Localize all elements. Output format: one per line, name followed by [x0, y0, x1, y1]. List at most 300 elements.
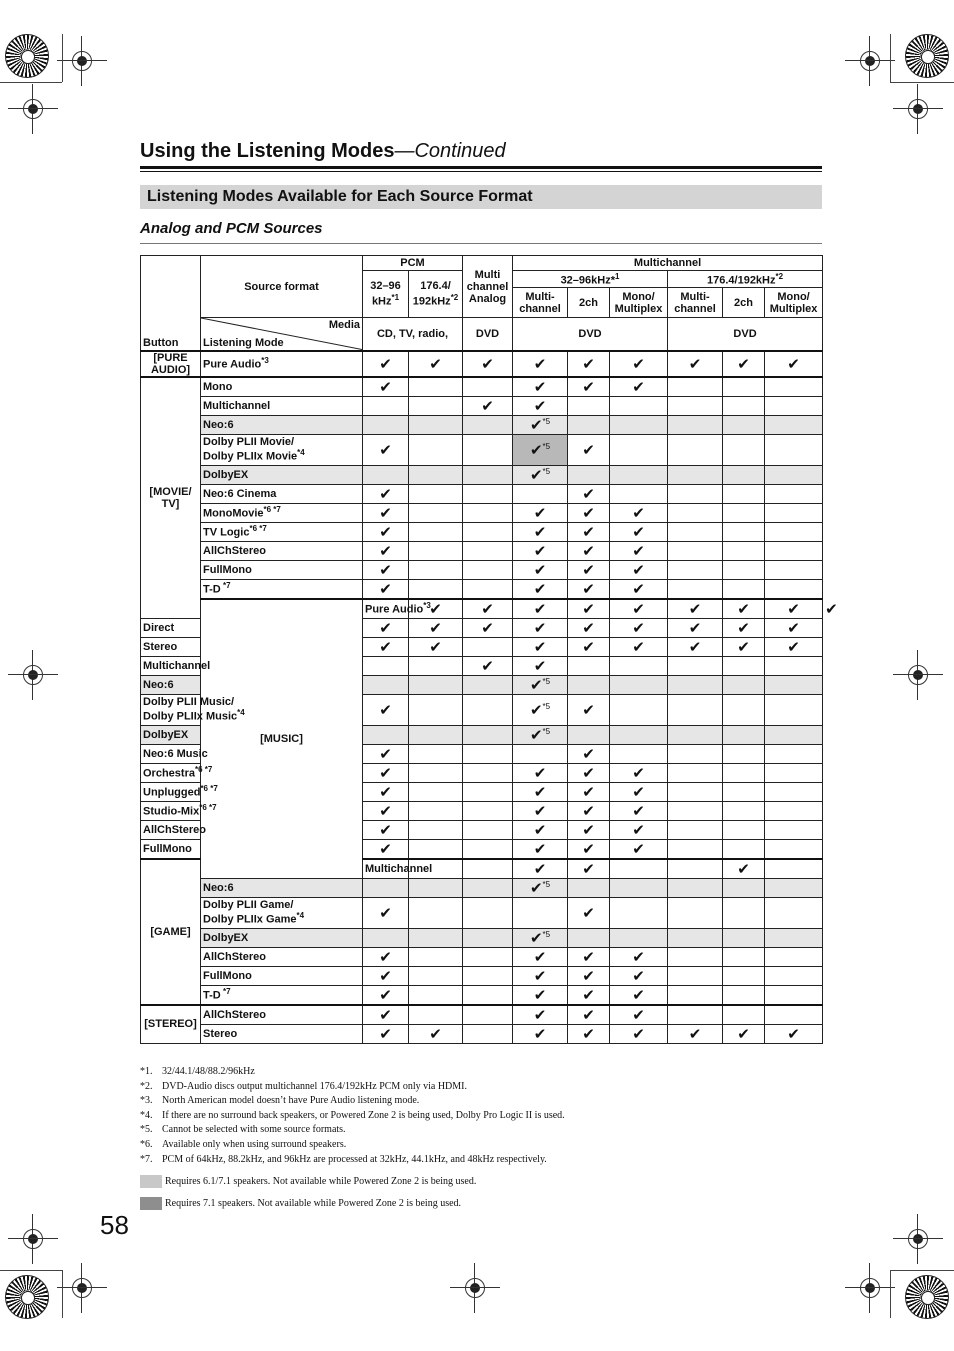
check-mark-icon: ✔	[632, 561, 645, 579]
check-mark-icon: ✔	[533, 802, 547, 820]
table-row	[141, 947, 823, 966]
check-cell	[723, 725, 765, 744]
footnote: *4. If there are no surround back speakers, or Powered Zone 2 is being used, Dolby Pro Logic II is used.	[140, 1109, 565, 1121]
check-mark-icon: ✔	[632, 542, 645, 560]
check-cell	[668, 560, 723, 579]
check-cell	[363, 1005, 409, 1025]
registration-sunburst-top-left	[5, 34, 49, 78]
check-cell	[765, 579, 823, 599]
check-cell	[668, 351, 723, 377]
check-cell	[765, 675, 823, 694]
check-cell	[610, 560, 668, 579]
check-cell	[363, 782, 409, 801]
registration-mark	[905, 96, 931, 122]
check-cell: ✔$^{*5}$	[513, 725, 568, 744]
check-mark-icon: ✔	[379, 904, 392, 922]
check-cell	[765, 351, 823, 377]
check-cell	[668, 656, 723, 675]
listening-mode-cell: DolbyEX	[141, 725, 201, 744]
check-cell	[463, 675, 513, 694]
table-row	[141, 434, 823, 465]
listening-mode-cell: FullMono	[141, 839, 201, 859]
check-cell	[765, 560, 823, 579]
listening-mode-cell: DolbyEX	[201, 928, 363, 947]
check-cell	[610, 599, 668, 619]
check-mark-icon: ✔	[582, 378, 595, 396]
footnote: *7. PCM of 64kHz, 88.2kHz, and 96kHz are processed at 32kHz, 44.1kHz, and 48kHz respectively.	[140, 1153, 547, 1165]
check-cell	[765, 415, 823, 434]
listening-mode-cell: Neo:6	[201, 878, 363, 897]
check-cell	[668, 522, 723, 541]
check-cell	[668, 928, 723, 947]
table-row	[141, 966, 823, 985]
check-cell	[463, 897, 513, 928]
listening-mode-cell: Neo:6	[201, 415, 363, 434]
check-mark-icon: ✔	[429, 1025, 442, 1043]
button-cell: [PURE AUDIO]	[141, 351, 201, 377]
check-cell	[568, 1005, 610, 1025]
check-mark-icon: ✔	[533, 986, 547, 1004]
check-mark-icon: ✔	[379, 840, 392, 858]
check-cell	[610, 465, 668, 484]
check-cell	[409, 1005, 463, 1025]
check-cell	[463, 878, 513, 897]
check-mark-icon: ✔	[737, 1025, 750, 1043]
check-cell	[363, 966, 409, 985]
listening-mode-cell: AllChStereo	[201, 947, 363, 966]
check-cell: ✔$^{*5}$	[513, 434, 568, 465]
check-cell	[463, 579, 513, 599]
listening-mode-label: Listening Mode	[203, 336, 284, 349]
check-mark-icon: ✔	[582, 542, 595, 560]
table-row	[141, 415, 823, 434]
check-cell	[463, 1024, 513, 1043]
check-cell	[668, 396, 723, 415]
check-cell	[610, 503, 668, 522]
check-cell	[610, 1005, 668, 1025]
check-cell	[568, 694, 610, 725]
check-mark-icon: ✔	[379, 378, 392, 396]
registration-mark	[857, 48, 883, 74]
check-mark-icon: ✔	[582, 523, 595, 541]
check-cell	[610, 820, 668, 839]
table-row	[141, 484, 823, 503]
mc-a-2ch-header: 2ch	[568, 288, 610, 318]
mc-a-mono-header: Mono/ Multiplex	[610, 288, 668, 318]
check-cell	[513, 560, 568, 579]
check-cell	[765, 434, 823, 465]
check-cell	[409, 694, 463, 725]
check-cell	[568, 985, 610, 1005]
check-cell	[610, 966, 668, 985]
mc-b-multichannel-header: Multi- channel	[668, 288, 723, 318]
check-mark-icon: ✔	[481, 657, 494, 675]
check-cell	[668, 675, 723, 694]
check-mark-icon: ✔	[533, 1025, 547, 1043]
check-cell	[409, 377, 463, 397]
check-cell	[409, 396, 463, 415]
check-cell	[668, 1005, 723, 1025]
check-mark-icon: ✔	[632, 600, 645, 618]
check-cell	[723, 839, 765, 859]
check-cell	[668, 503, 723, 522]
check-cell	[765, 763, 823, 782]
check-cell	[363, 434, 409, 465]
check-mark-icon: ✔	[481, 355, 494, 373]
check-cell	[409, 656, 463, 675]
listening-mode-cell: FullMono	[201, 966, 363, 985]
check-mark-icon: ✔	[582, 701, 595, 719]
check-cell	[513, 656, 568, 675]
check-mark-icon: ✔	[379, 745, 392, 763]
check-mark-icon: ✔	[481, 600, 494, 618]
check-cell	[363, 878, 409, 897]
check-cell	[409, 434, 463, 465]
check-cell	[668, 599, 723, 619]
table-row	[141, 1024, 823, 1043]
check-mark-icon: ✔	[379, 580, 392, 598]
check-cell	[765, 694, 823, 725]
check-mark-icon: ✔	[632, 619, 645, 637]
footnote: *1. 32/44.1/48/88.2/96kHz	[140, 1066, 255, 1077]
check-cell	[765, 656, 823, 675]
check-cell	[723, 897, 765, 928]
check-cell	[363, 396, 409, 415]
check-cell	[463, 744, 513, 763]
check-cell	[610, 947, 668, 966]
check-cell	[610, 801, 668, 820]
check-cell	[568, 541, 610, 560]
check-cell	[463, 694, 513, 725]
media-mc-b: DVD	[668, 318, 823, 351]
check-cell	[463, 859, 513, 879]
check-cell	[723, 928, 765, 947]
registration-mark	[905, 1226, 931, 1252]
footnote: *3. North American model doesn’t have Pure Audio listening mode.	[140, 1095, 420, 1107]
check-cell	[568, 560, 610, 579]
check-cell	[765, 985, 823, 1005]
registration-mark	[69, 48, 95, 74]
check-mark-icon: ✔	[632, 783, 645, 801]
check-cell	[568, 637, 610, 656]
check-cell	[363, 351, 409, 377]
check-cell	[610, 618, 668, 637]
legend-text-dark: Requires 7.1 speakers. Not available while Powered Zone 2 is being used.	[165, 1198, 462, 1209]
check-mark-icon: ✔	[533, 783, 547, 801]
check-cell	[513, 763, 568, 782]
check-mark-icon: ✔	[787, 600, 800, 618]
check-mark-icon: ✔	[688, 600, 702, 618]
check-cell	[463, 351, 513, 377]
listening-mode-cell: Mono	[201, 377, 363, 397]
check-cell	[723, 560, 765, 579]
check-cell	[409, 541, 463, 560]
check-cell	[463, 396, 513, 415]
check-cell	[463, 656, 513, 675]
check-mark-icon: ✔	[379, 542, 392, 560]
check-mark-icon: ✔	[529, 676, 543, 694]
check-mark-icon: ✔	[582, 600, 595, 618]
button-cell: [GAME]	[141, 859, 201, 1005]
check-cell: ✔$^{*5}$	[513, 878, 568, 897]
check-mark-icon: ✔	[529, 701, 543, 719]
check-cell	[723, 503, 765, 522]
check-cell	[723, 1005, 765, 1025]
mc-176-192-header: 176.4/192kHz$^{*2}$	[668, 271, 823, 288]
check-cell	[765, 396, 823, 415]
check-cell	[568, 897, 610, 928]
table-row	[141, 522, 823, 541]
check-cell	[363, 725, 409, 744]
crop-mark	[62, 1270, 63, 1318]
check-cell	[765, 839, 823, 859]
pcm-header: PCM	[363, 256, 463, 271]
check-cell	[463, 434, 513, 465]
check-cell: ✔$^{*5}$	[513, 465, 568, 484]
check-cell	[723, 618, 765, 637]
check-cell: ✔$^{*5}$	[513, 675, 568, 694]
check-cell	[610, 656, 668, 675]
multichannel-analog-header: Multi channel Analog	[463, 256, 513, 318]
check-cell	[409, 878, 463, 897]
check-cell	[610, 1024, 668, 1043]
check-cell	[668, 897, 723, 928]
check-cell	[765, 618, 823, 637]
check-cell	[513, 377, 568, 397]
check-mark-icon: ✔	[688, 355, 702, 373]
check-cell	[668, 725, 723, 744]
check-cell	[610, 897, 668, 928]
check-cell	[363, 503, 409, 522]
check-cell	[568, 763, 610, 782]
check-mark-icon: ✔	[533, 619, 547, 637]
check-mark-icon: ✔	[632, 1025, 645, 1043]
check-mark-icon: ✔	[582, 619, 595, 637]
listening-mode-cell: Multichannel	[363, 859, 409, 879]
check-cell	[463, 985, 513, 1005]
check-mark-icon: ✔	[632, 378, 645, 396]
check-cell	[765, 897, 823, 928]
listening-mode-cell: Dolby PLII Movie/ Dolby PLIIx Movie$^{*4}$	[201, 434, 363, 465]
check-cell	[463, 839, 513, 859]
registration-mark	[857, 1275, 883, 1301]
table-row	[141, 377, 823, 397]
check-mark-icon: ✔	[632, 523, 645, 541]
check-cell	[610, 763, 668, 782]
check-cell	[363, 928, 409, 947]
check-mark-icon: ✔	[632, 967, 645, 985]
check-mark-icon: ✔	[737, 600, 750, 618]
check-mark-icon: ✔	[529, 466, 543, 484]
listening-mode-cell: Stereo	[201, 1024, 363, 1043]
check-cell	[668, 434, 723, 465]
check-cell	[363, 985, 409, 1005]
table-row	[141, 579, 823, 599]
check-cell	[668, 415, 723, 434]
registration-mark	[69, 1275, 95, 1301]
check-cell	[513, 541, 568, 560]
check-mark-icon: ✔	[632, 948, 645, 966]
check-cell	[668, 377, 723, 397]
table-row	[141, 541, 823, 560]
check-cell	[723, 637, 765, 656]
crop-mark	[890, 82, 954, 83]
check-cell	[409, 637, 463, 656]
check-mark-icon: ✔	[533, 580, 547, 598]
crop-mark	[890, 1270, 891, 1318]
check-cell	[668, 859, 723, 879]
listening-mode-cell: Neo:6 Music	[141, 744, 201, 763]
check-cell	[723, 947, 765, 966]
check-cell	[463, 541, 513, 560]
check-mark-icon: ✔	[737, 638, 750, 656]
check-cell	[568, 503, 610, 522]
check-mark-icon: ✔	[379, 638, 392, 656]
header-rule	[140, 166, 822, 169]
button-cell: [MUSIC]	[201, 599, 363, 879]
check-mark-icon: ✔	[529, 929, 543, 947]
header-rule-thin	[140, 171, 822, 172]
page-number: 58	[100, 1210, 129, 1240]
check-cell	[409, 560, 463, 579]
check-cell	[610, 484, 668, 503]
check-cell	[463, 820, 513, 839]
check-cell	[723, 966, 765, 985]
check-cell	[463, 503, 513, 522]
subsection-title: Analog and PCM Sources	[140, 220, 323, 237]
check-cell	[513, 351, 568, 377]
check-cell	[409, 465, 463, 484]
check-cell	[463, 1005, 513, 1025]
crop-mark	[0, 82, 62, 83]
check-cell	[568, 801, 610, 820]
check-cell	[723, 396, 765, 415]
check-mark-icon: ✔	[582, 802, 595, 820]
check-cell	[463, 947, 513, 966]
listening-mode-cell: Orchestra$^{*6 *7}$	[141, 763, 201, 782]
check-mark-icon: ✔	[533, 523, 547, 541]
check-cell	[463, 599, 513, 619]
check-cell	[765, 966, 823, 985]
crop-mark	[0, 1270, 62, 1271]
check-mark-icon: ✔	[582, 860, 595, 878]
listening-mode-cell: Pure Audio$^{*3}$	[201, 351, 363, 377]
check-cell	[463, 801, 513, 820]
table-row	[141, 503, 823, 522]
check-cell	[610, 675, 668, 694]
check-cell	[513, 839, 568, 859]
check-cell	[513, 503, 568, 522]
check-cell	[610, 859, 668, 879]
legend-text-light: Requires 6.1/7.1 speakers. Not available while Powered Zone 2 is being used.	[165, 1176, 477, 1187]
check-cell	[463, 522, 513, 541]
check-mark-icon: ✔	[533, 378, 547, 396]
check-cell	[568, 1024, 610, 1043]
check-cell	[610, 377, 668, 397]
check-cell	[610, 579, 668, 599]
check-cell	[513, 859, 568, 879]
check-cell	[765, 1024, 823, 1043]
check-mark-icon: ✔	[379, 355, 392, 373]
check-cell	[363, 541, 409, 560]
check-mark-icon: ✔	[582, 745, 595, 763]
check-cell	[513, 637, 568, 656]
check-cell	[568, 484, 610, 503]
check-mark-icon: ✔	[379, 783, 392, 801]
listening-mode-cell: DolbyEX	[201, 465, 363, 484]
check-cell	[363, 744, 409, 763]
check-mark-icon: ✔	[533, 1006, 547, 1024]
check-cell	[409, 839, 463, 859]
listening-mode-cell: TV Logic$^{*6 *7}$	[201, 522, 363, 541]
check-cell	[568, 656, 610, 675]
check-cell	[513, 579, 568, 599]
check-cell	[363, 694, 409, 725]
check-mark-icon: ✔	[737, 619, 750, 637]
check-mark-icon: ✔	[481, 619, 494, 637]
check-mark-icon: ✔	[688, 619, 702, 637]
check-cell	[610, 522, 668, 541]
check-mark-icon: ✔	[533, 600, 547, 618]
check-cell	[513, 947, 568, 966]
check-cell	[723, 985, 765, 1005]
check-cell	[610, 637, 668, 656]
check-cell	[463, 618, 513, 637]
check-cell	[668, 878, 723, 897]
listening-mode-cell: FullMono	[201, 560, 363, 579]
check-cell	[363, 763, 409, 782]
check-cell	[363, 637, 409, 656]
table-row	[141, 878, 823, 897]
check-mark-icon: ✔	[688, 1025, 702, 1043]
check-cell: ✔$^{*5}$	[513, 415, 568, 434]
check-cell	[513, 801, 568, 820]
check-cell	[723, 744, 765, 763]
check-mark-icon: ✔	[379, 619, 392, 637]
check-mark-icon: ✔	[533, 840, 547, 858]
check-mark-icon: ✔	[787, 1025, 800, 1043]
check-cell	[363, 675, 409, 694]
check-cell	[409, 947, 463, 966]
check-cell	[463, 763, 513, 782]
check-mark-icon: ✔	[533, 504, 547, 522]
listening-mode-cell: AllChStereo	[201, 1005, 363, 1025]
check-cell	[610, 396, 668, 415]
check-cell	[668, 744, 723, 763]
check-mark-icon: ✔	[632, 504, 645, 522]
check-mark-icon: ✔	[737, 355, 750, 373]
listening-mode-cell: T-D $^{*7}$	[201, 579, 363, 599]
registration-sunburst-top-right	[905, 34, 949, 78]
check-mark-icon: ✔	[582, 355, 595, 373]
check-cell	[568, 820, 610, 839]
registration-mark	[20, 1226, 46, 1252]
check-mark-icon: ✔	[533, 764, 547, 782]
registration-mark	[462, 1275, 488, 1301]
check-cell	[409, 415, 463, 434]
check-cell	[409, 484, 463, 503]
table-row	[141, 897, 823, 928]
check-cell	[723, 694, 765, 725]
check-cell	[409, 820, 463, 839]
button-cell: [STEREO]	[141, 1005, 201, 1044]
check-cell	[568, 725, 610, 744]
check-cell	[513, 897, 568, 928]
check-mark-icon: ✔	[379, 802, 392, 820]
check-cell	[409, 744, 463, 763]
check-cell	[668, 763, 723, 782]
media-label: Media	[328, 319, 360, 331]
